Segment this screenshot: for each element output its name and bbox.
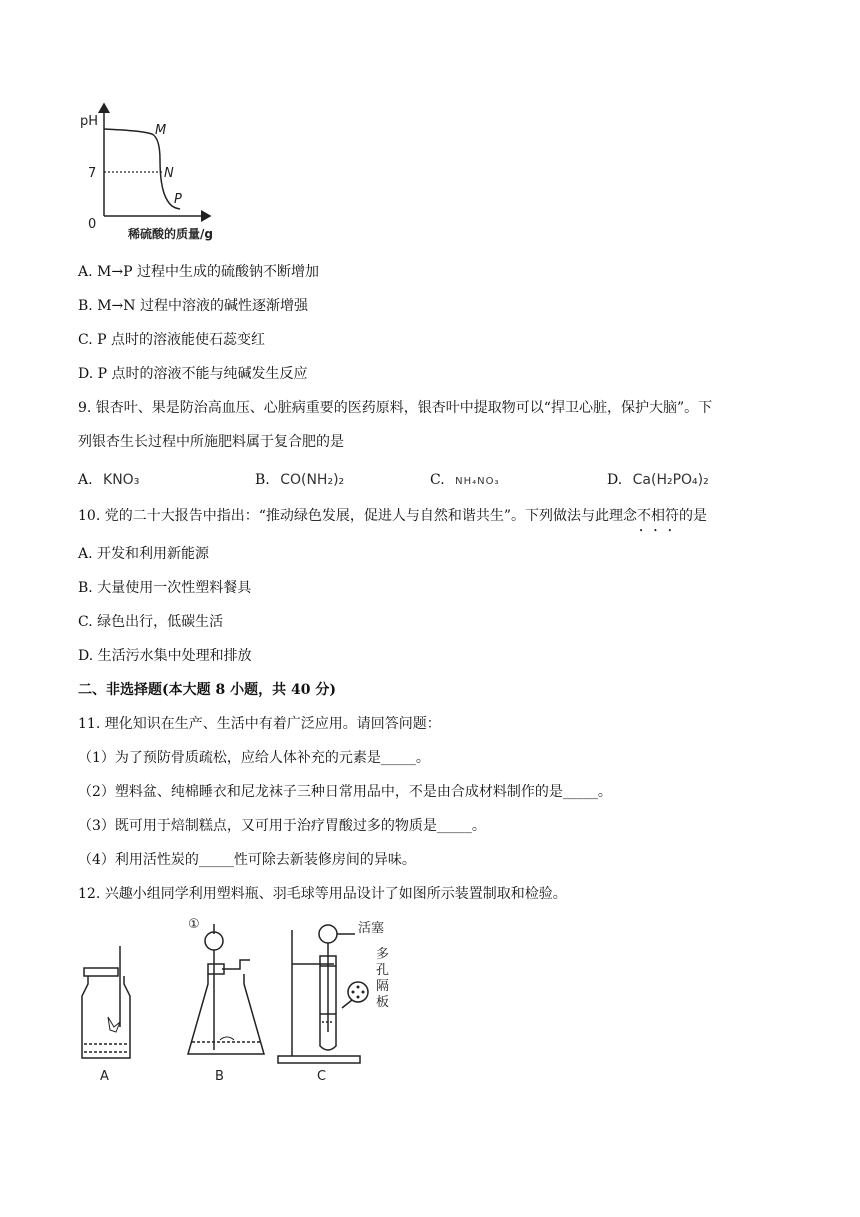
plate-label-char-3: 隔 <box>376 979 390 994</box>
q11-part-1: （1）为了预防骨质疏松，应给人体补充的元素是_____。 <box>78 750 430 766</box>
q9-option-c-formula: NH₄NO₃ <box>455 476 500 487</box>
q9-option-c-letter: C. <box>430 472 445 488</box>
plate-hole <box>357 986 360 989</box>
q9-option-a <box>78 470 139 490</box>
q10-stem-after: 符的是 <box>665 508 708 524</box>
q10-stem <box>78 506 707 526</box>
q11-part-3: （3）既可用于焙制糕点，又可用于治疗胃酸过多的物质是_____。 <box>78 818 486 834</box>
point-n-label: N <box>164 166 174 181</box>
section2-score: 40 <box>291 682 311 698</box>
section2-mid: 小题，共 <box>225 682 291 698</box>
point-p-label: P <box>174 192 182 207</box>
apparatus-b-flask <box>188 924 264 1054</box>
q8-option-b: B. M→N 过程中溶液的碱性逐渐增强 <box>78 298 308 314</box>
q9-option-b <box>255 470 344 490</box>
q9-option-d-letter: D. <box>607 472 623 488</box>
q9-option-d <box>607 470 709 490</box>
plate-label-char-4: 板 <box>376 995 390 1010</box>
q12-stem: 12. 兴趣小组同学利用塑料瓶、羽毛球等用品设计了如图所示装置制取和检验。 <box>78 886 567 902</box>
section2-suffix: 分) <box>310 682 336 698</box>
point-m-label: M <box>155 123 167 138</box>
q8-option-c: C. P 点时的溶液能使石蕊变红 <box>78 332 265 348</box>
q10-option-b: B. 大量使用一次性塑料餐具 <box>78 580 252 596</box>
q9-option-a-letter: A. <box>78 472 93 488</box>
graph-origin: 0 <box>88 217 97 232</box>
apparatus-label-a: A <box>100 1069 109 1084</box>
graph-tick-7: 7 <box>88 166 97 181</box>
graph-y-label: pH <box>80 114 99 129</box>
q11-part-4: （4）利用活性炭的_____性可除去新装修房间的异味。 <box>78 852 416 868</box>
plate-hole <box>362 991 365 994</box>
q9-option-d-formula: Ca(H₂PO₄)₂ <box>632 472 709 488</box>
valve-label: 活塞 <box>358 921 385 936</box>
apparatus-label-b: B <box>215 1069 224 1084</box>
section2-prefix: 二、非选择题(本大题 <box>78 682 216 698</box>
plate-label-char-2: 孔 <box>376 963 390 978</box>
q9-option-c <box>430 470 500 492</box>
q9-option-b-formula: CO(NH₂)₂ <box>280 472 345 488</box>
q8-option-d: D. P 点时的溶液不能与纯碱发生反应 <box>78 366 308 382</box>
plate-hole <box>357 996 360 999</box>
apparatus-c-stand <box>278 925 368 1063</box>
q9-stem-line2: 列银杏生长过程中所施肥料属于复合肥的是 <box>78 434 344 450</box>
q10-option-d: D. 生活污水集中处理和排放 <box>78 648 252 664</box>
graph-x-label: 稀硫酸的质量/g <box>128 227 213 241</box>
apparatus-figure <box>70 912 410 1092</box>
plate-label-char-1: 多 <box>376 947 390 962</box>
ph-titration-graph <box>70 98 250 248</box>
q10-stem-before: 10. 党的二十大报告中指出：“推动绿色发展，促进人与自然和谐共生”。下列做法与此理念 <box>78 508 638 524</box>
section2-count: 8 <box>215 682 226 698</box>
q9-stem-line1: 9. 银杏叶、果是防治高血压、心脏病重要的医药原料，银杏叶中提取物可以“捍卫心脏，保护大脑”。下 <box>78 400 713 416</box>
section2-heading <box>78 680 336 700</box>
funnel-marker-1: ① <box>188 917 200 932</box>
q9-option-b-letter: B. <box>255 472 270 488</box>
q10-stem-emphasis: 不相 • • • <box>637 506 665 526</box>
apparatus-a-bottle <box>82 946 130 1058</box>
q10-option-a: A. 开发和利用新能源 <box>78 546 210 562</box>
apparatus-label-c: C <box>317 1069 327 1084</box>
q11-stem: 11. 理化知识在生产、生活中有着广泛应用。请回答问题： <box>78 716 441 732</box>
q11-part-2: （2）塑料盆、纯棉睡衣和尼龙袜子三种日常用品中，不是由合成材料制作的是_____。 <box>78 784 612 800</box>
q10-option-c: C. 绿色出行，低碳生活 <box>78 614 224 630</box>
plate-hole <box>352 991 355 994</box>
q9-option-a-formula: KNO₃ <box>103 472 140 488</box>
q8-option-a: A. M→P 过程中生成的硫酸钠不断增加 <box>78 264 319 280</box>
